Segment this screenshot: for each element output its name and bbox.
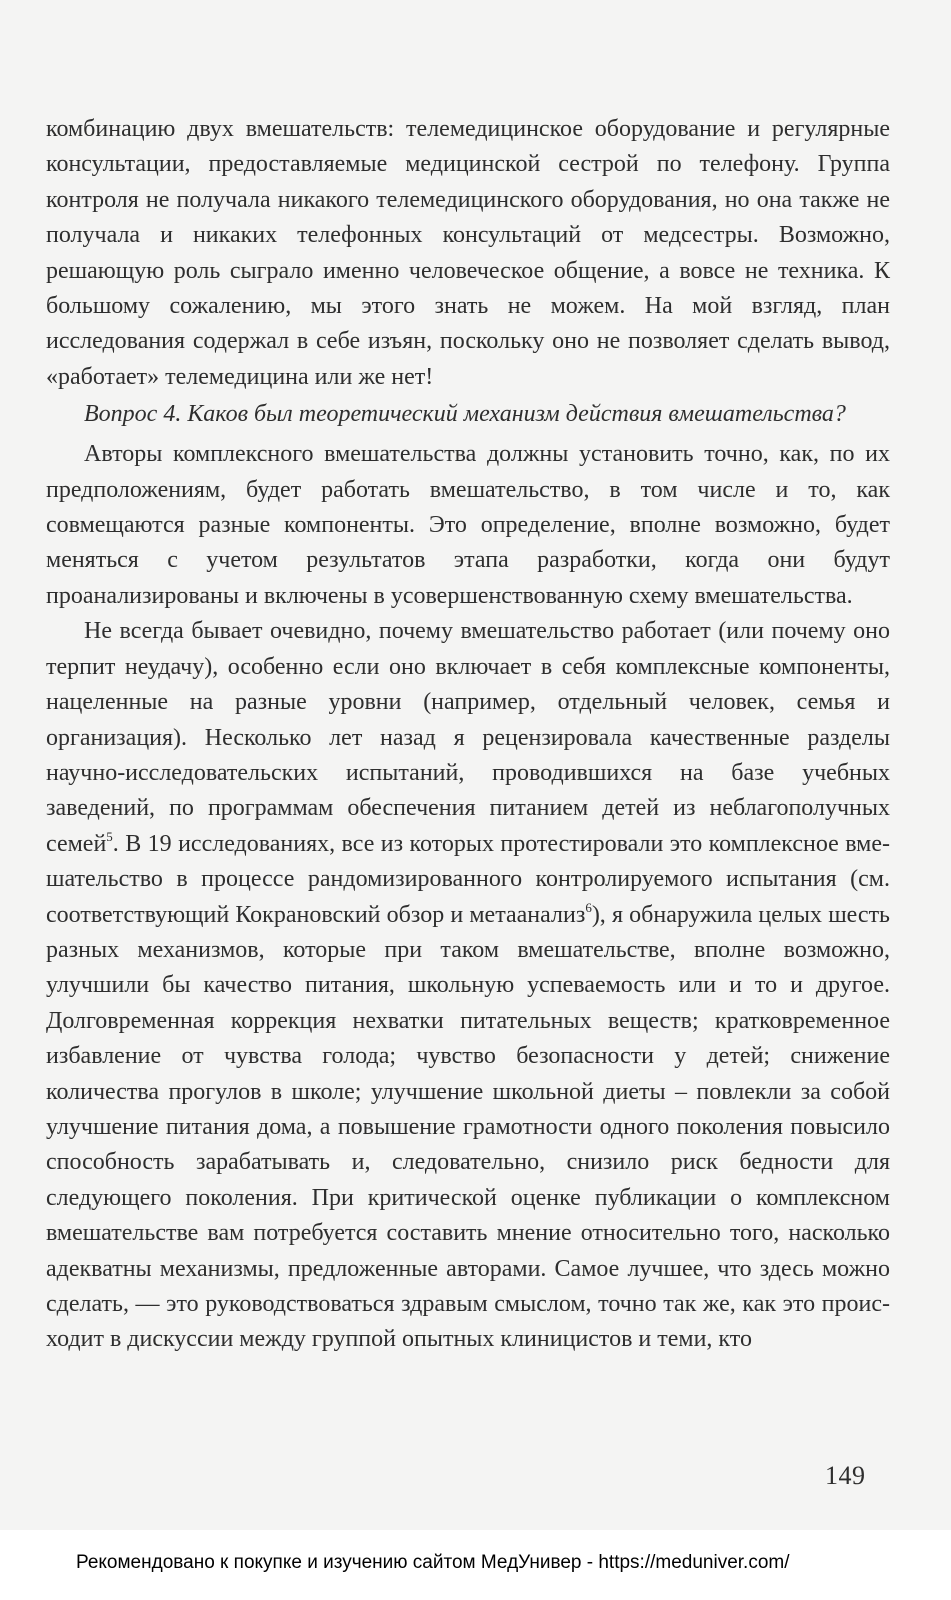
page-number: 149 <box>825 1461 866 1490</box>
paragraph-mechanisms-part3: ), я обнаружила целых шесть разных механизмов, которые при таком вмешательстве, вполне возможно, улучшили бы качество питания, школьную успеваемость или и то и другое. Долговременная коррекция нехватки питательных веществ; кратковременное избавление от чувства голода; чувство безопасности у детей; снижение количества прогулов в школе; улучшение школьной диеты – повлекли за собой улучшение питания дома, а повышение грамотности одного поколения повысило способность зарабатывать и, следовательно, снизило риск бедности для следующего поколения. При критической оценке публикации о комплексном вмешательстве вам потребуется составить мнение относительно того, насколько адекватны механизмы, предложенные авторами. Самое лучшее, что здесь можно сделать, — это руководствоваться здравым смыслом, точно так же, как это происходит в дискуссии между группой опытных клиницистов и теми, кто <box>46 901 891 1353</box>
paragraph-authors: Авторы комплексного вмешательства должны установить точно, как, по их предположениям, будет работать вмешательство, в том числе и то, как совмещаются разные компоненты. Это определение, вполне возможно, будет меняться с учетом результатов этапа разработки, когда они будут проанализированы и включены в усовершенствованную схему вмешательства. <box>46 441 890 609</box>
footer-recommendation-link[interactable]: Рекомендовано к покупке и изучению сайтом МедУнивер - https://meduniver.com/ <box>76 1552 790 1573</box>
footer-bar <box>0 1530 951 1600</box>
footnote-ref-6[interactable]: 6 <box>585 899 592 915</box>
paragraph-mechanisms-part2: . В 19 исследованиях, все из которых протестировали это комплексное вмешательство в процессе рандомизированного контролируемого испытания (см. соответствующий Кокрановский обзор и метаанализ <box>46 830 890 928</box>
paragraph-mechanisms <box>46 614 890 1358</box>
body-text <box>46 112 890 1358</box>
paragraph-mechanisms-part1: Не всегда бывает очевидно, почему вмешательство работает (или почему оно терпит неудачу), особенно если оно включает в себя комплексные компоненты, нацеленные на разные уровни (например, отдельный человек, семья и организация). Несколько лет назад я рецензировала качественные разделы научно-исследовательских испытаний, проводившихся на базе учебных заведений, по программам обеспечения питанием детей из неблагополучных семей <box>46 618 890 857</box>
question-heading: Вопрос 4. Каков был теоретический механизм действия вмешательства? <box>84 401 846 428</box>
paragraph-continued: комбинацию двух вмешательств: телемедицинское оборудование и регулярные консультации, предоставляемые медицинской сестрой по телефону. Группа контроля не получала никакого телемедицинского оборудования, но она также не получала и никаких телефонных консультаций от медсестры. Возможно, решающую роль сыграло именно человеческое общение, а вовсе не техника. К большому сожалению, мы этого знать не можем. На мой взгляд, план исследования содержал в себе изъян, поскольку оно не позволяет сделать вывод, «работает» телемедицина или же нет! <box>46 116 890 390</box>
footnote-ref-5[interactable]: 5 <box>106 828 113 844</box>
